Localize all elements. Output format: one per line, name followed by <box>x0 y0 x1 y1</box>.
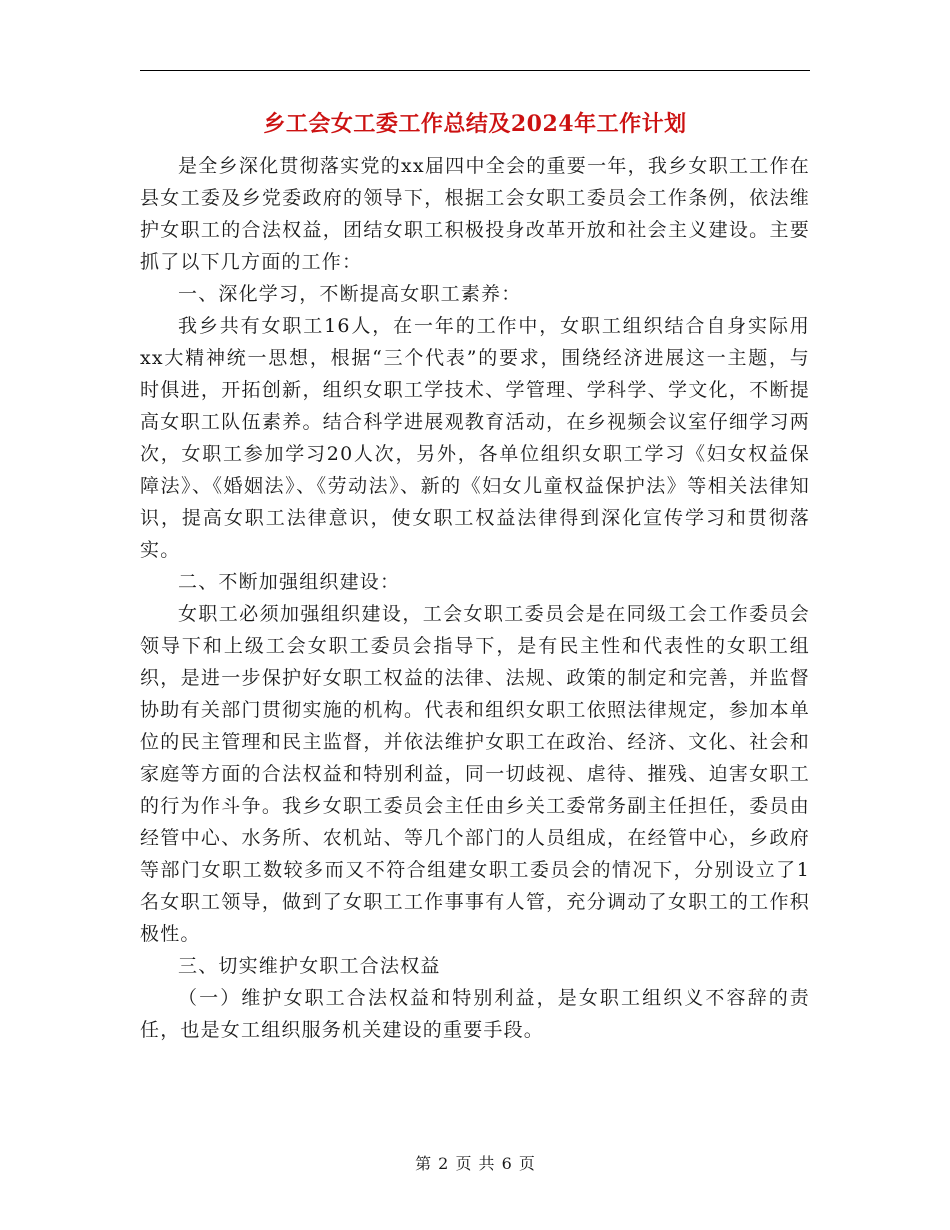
intro-paragraph: 是全乡深化贯彻落实党的xx届四中全会的重要一年，我乡女职工工作在县女工委及乡党委政府的领导下，根据工会女职工委员会工作条例，依法维护女职工的合法权益，团结女职工积极投身改革开放和社会主义建设。主要抓了以下几方面的工作： <box>140 155 810 273</box>
section-heading-2: 二、不断加强组织建设： <box>178 571 401 593</box>
section-1-paragraph: 我乡共有女职工16人，在一年的工作中，女职工组织结合自身实际用xx大精神统一思想，根据“三个代表”的要求，围绕经济进展这一主题，与时俱进，开拓创新，组织女职工学技术、学管理、学科学、学文化，不断提高女职工队伍素养。结合科学进展观教育活动，在乡视频会议室仔细学习两次，女职工参加学习20人次，另外，各单位组织女职工学习《妇女权益保障法》、《婚姻法》、《劳动法》、新的《妇女儿童权益保护法》等相关法律知识，提高女职工法律意识，使女职工权益法律得到深化宣传学习和贯彻落实。 <box>140 315 810 561</box>
document-title: 乡工会女工委工作总结及2024年工作计划 <box>263 111 687 137</box>
header-rule <box>140 70 810 71</box>
section-2-paragraph: 女职工必须加强组织建设，工会女职工委员会是在同级工会工作委员会领导下和上级工会女职工委员会指导下，是有民主性和代表性的女职工组织，是进一步保护好女职工权益的法律、法规、政策的制定和完善，并监督协助有关部门贯彻实施的机构。代表和组织女职工依照法律规定，参加本单位的民主管理和民主监督，并依法维护女职工在政治、经济、文化、社会和家庭等方面的合法权益和特别利益，同一切歧视、虐待、摧残、迫害女职工的行为作斗争。我乡女职工委员会主任由乡关工委常务副主任担任，委员由经管中心、水务所、农机站、等几个部门的人员组成，在经管中心，乡政府等部门女职工数较多而又不符合组建女职工委员会的情况下，分别设立了1名女职工领导，做到了女职工工作事事有人管，充分调动了女职工的工作积极性。 <box>140 603 810 945</box>
page-footer: 第 2 页 共 6 页 <box>415 1154 535 1173</box>
section-heading-1: 一、深化学习，不断提高女职工素养： <box>178 283 522 305</box>
document-body <box>140 150 810 1046</box>
section-3-paragraph: （一）维护女职工合法权益和特别利益，是女职工组织义不容辞的责任，也是女工组织服务机关建设的重要手段。 <box>140 987 810 1041</box>
section-heading-3: 三、切实维护女职工合法权益 <box>178 955 441 977</box>
